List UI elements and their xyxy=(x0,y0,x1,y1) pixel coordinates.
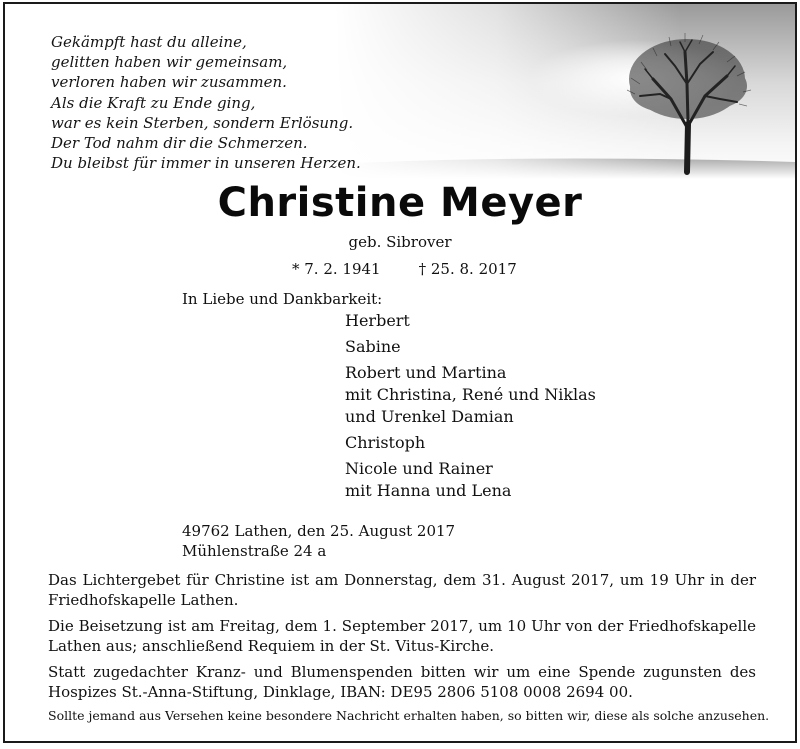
birth-date: * 7. 2. 1941 xyxy=(292,260,381,278)
poem-line: Du bleibst für immer in unseren Herzen. xyxy=(51,154,361,173)
birth-name: geb. Sibrover xyxy=(348,233,452,251)
poem-line: war es kein Sterben, sondern Erlösung. xyxy=(51,113,354,132)
poem-line: verloren haben wir zusammen. xyxy=(51,73,287,92)
address-street: Mühlenstraße 24 a xyxy=(182,542,327,560)
obituary-notice xyxy=(3,2,797,743)
mourners-list xyxy=(345,310,596,506)
life-dates xyxy=(292,260,517,278)
mourner-group xyxy=(345,458,596,502)
poem xyxy=(51,32,361,173)
mourner-line: und Urenkel Damian xyxy=(345,407,514,426)
death-date: † 25. 8. 2017 xyxy=(418,260,517,278)
mourner-group xyxy=(345,432,596,454)
address-block xyxy=(182,521,455,561)
mourner-line: Sabine xyxy=(345,337,401,356)
mourner-line: Herbert xyxy=(345,311,410,330)
announcement-prayer: Das Lichtergebet für Christine ist am Donnerstag, dem 31. August 2017, um 19 Uhr in der Friedhofskapelle Lathen. xyxy=(48,571,756,609)
mourner-line: Robert und Martina xyxy=(345,363,507,382)
poem-line: gelitten haben wir gemeinsam, xyxy=(51,53,288,72)
announcement-burial: Die Beisetzung ist am Freitag, dem 1. September 2017, um 10 Uhr von der Friedhofskapelle Lathen aus; anschließend Requiem in der St. Vitus-Kirche. xyxy=(48,617,756,655)
mourner-line: Nicole und Rainer xyxy=(345,459,493,478)
footnote: Sollte jemand aus Versehen keine besondere Nachricht erhalten haben, so bitten wir, diese als solche anzusehen. xyxy=(48,708,770,723)
poem-line: Der Tod nahm dir die Schmerzen. xyxy=(51,134,308,153)
poem-line: Als die Kraft zu Ende ging, xyxy=(51,93,256,112)
tree-landscape-image xyxy=(335,4,797,179)
address-place-date: 49762 Lathen, den 25. August 2017 xyxy=(182,522,456,540)
mourner-line: mit Hanna und Lena xyxy=(345,481,512,500)
mourner-line: Christoph xyxy=(345,433,426,452)
announcements xyxy=(48,570,756,708)
announcement-donation: Statt zugedachter Kranz- und Blumenspenden bitten wir um eine Spende zugunsten des Hospizes St.-Anna-Stiftung, Dinklage, IBAN: DE95 2806 5108 0008 2694 00. xyxy=(48,663,756,701)
mourner-line: mit Christina, René und Niklas xyxy=(345,385,596,404)
mourner-group xyxy=(345,362,596,428)
poem-line: Gekämpft hast du alleine, xyxy=(51,33,247,51)
deceased-name: Christine Meyer xyxy=(217,180,583,226)
mourner-group xyxy=(345,336,596,358)
mourner-group xyxy=(345,310,596,332)
mourners-intro: In Liebe und Dankbarkeit: xyxy=(182,290,383,308)
